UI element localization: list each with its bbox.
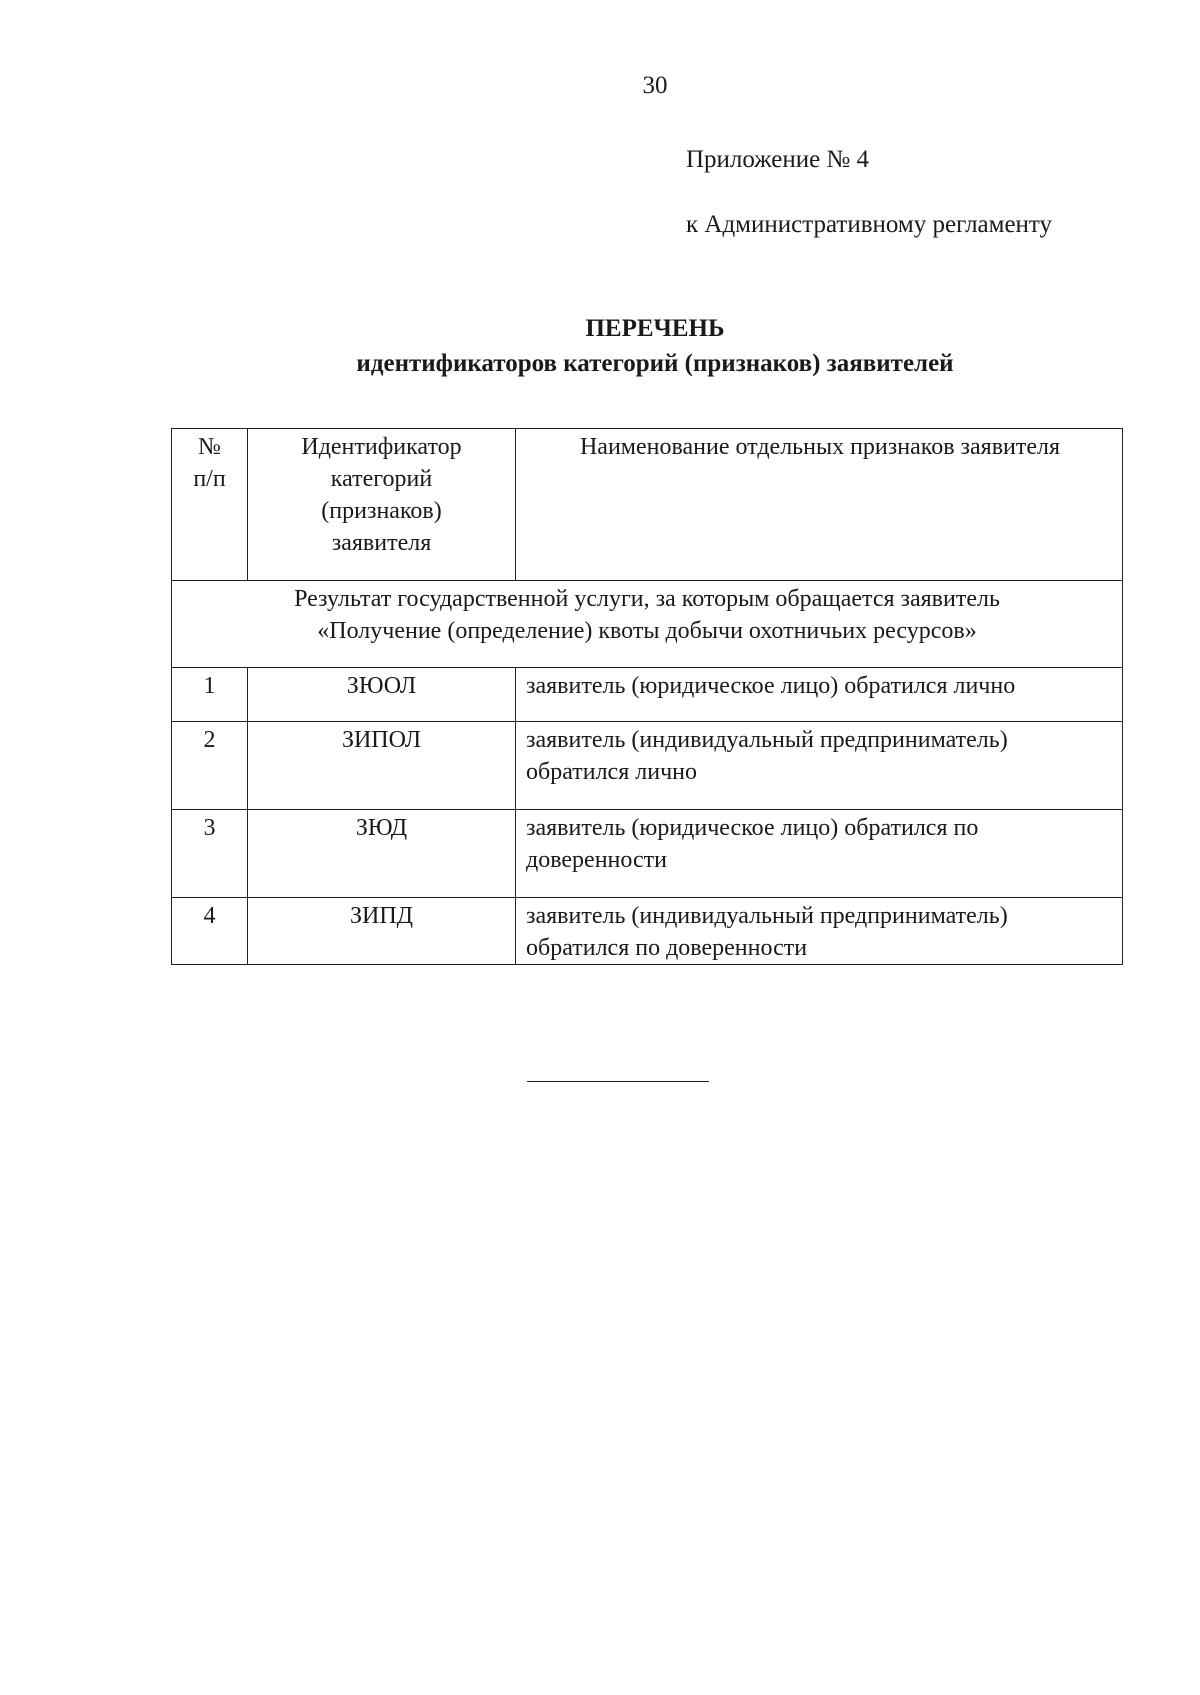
row-num-cell: 1 [172, 668, 248, 722]
row-num-cell: 3 [172, 810, 248, 898]
row-num-cell: 4 [172, 898, 248, 965]
row-desc-cell [516, 898, 1123, 965]
row-desc-line: заявитель (индивидуальный предприниматель) [526, 727, 1008, 753]
row-desc-cell [516, 810, 1123, 898]
header-desc-text: Наименование отдельных признаков заявителя [579, 434, 1061, 460]
page-number: 30 [642, 72, 668, 99]
row-id-cell: ЗЮД [248, 810, 516, 898]
row-id-cell: ЗИПД [248, 898, 516, 965]
table-row [172, 810, 1123, 898]
table-row [172, 668, 1123, 722]
header-id-line: заявителя [331, 530, 432, 556]
header-id-line: Идентификатор [301, 434, 462, 460]
document-title: ПЕРЕЧЕНЬ [585, 315, 725, 342]
header-cell-identifier [248, 429, 516, 581]
row-id-cell: ЗИПОЛ [248, 722, 516, 810]
document-subtitle: идентификаторов категорий (признаков) заявителей [356, 350, 954, 377]
header-num-line: № [198, 434, 221, 460]
appendix-subtitle: к Административному регламенту [686, 211, 1053, 238]
row-desc-line: обратился лично [526, 759, 697, 785]
row-desc-line: доверенности [526, 847, 667, 873]
header-id-line: (признаков) [321, 498, 442, 524]
section-cell [172, 581, 1123, 668]
applicant-categories-table [171, 428, 1123, 965]
row-desc-line: заявитель (юридическое лицо) обратился по [526, 815, 979, 841]
header-num-line: п/п [193, 466, 226, 492]
row-num-cell: 2 [172, 722, 248, 810]
row-desc-line: заявитель (индивидуальный предприниматель) [526, 903, 1008, 929]
row-id-cell: ЗЮОЛ [248, 668, 516, 722]
appendix-title: Приложение № 4 [686, 146, 870, 173]
row-desc-cell [516, 668, 1123, 722]
header-cell-description [516, 429, 1123, 581]
row-desc-line: обратился по доверенности [526, 935, 808, 961]
table-row [172, 898, 1123, 965]
header-id-line: категорий [330, 466, 433, 492]
end-of-document-rule [527, 1081, 709, 1082]
section-line: «Получение (определение) квоты добычи охотничьих ресурсов» [317, 618, 977, 644]
section-line: Результат государственной услуги, за которым обращается заявитель [294, 586, 1000, 612]
table-section-row [172, 581, 1123, 668]
header-cell-num [172, 429, 248, 581]
table-row [172, 722, 1123, 810]
row-desc-line: заявитель (юридическое лицо) обратился лично [526, 673, 1016, 699]
table-header-row [172, 429, 1123, 581]
row-desc-cell [516, 722, 1123, 810]
